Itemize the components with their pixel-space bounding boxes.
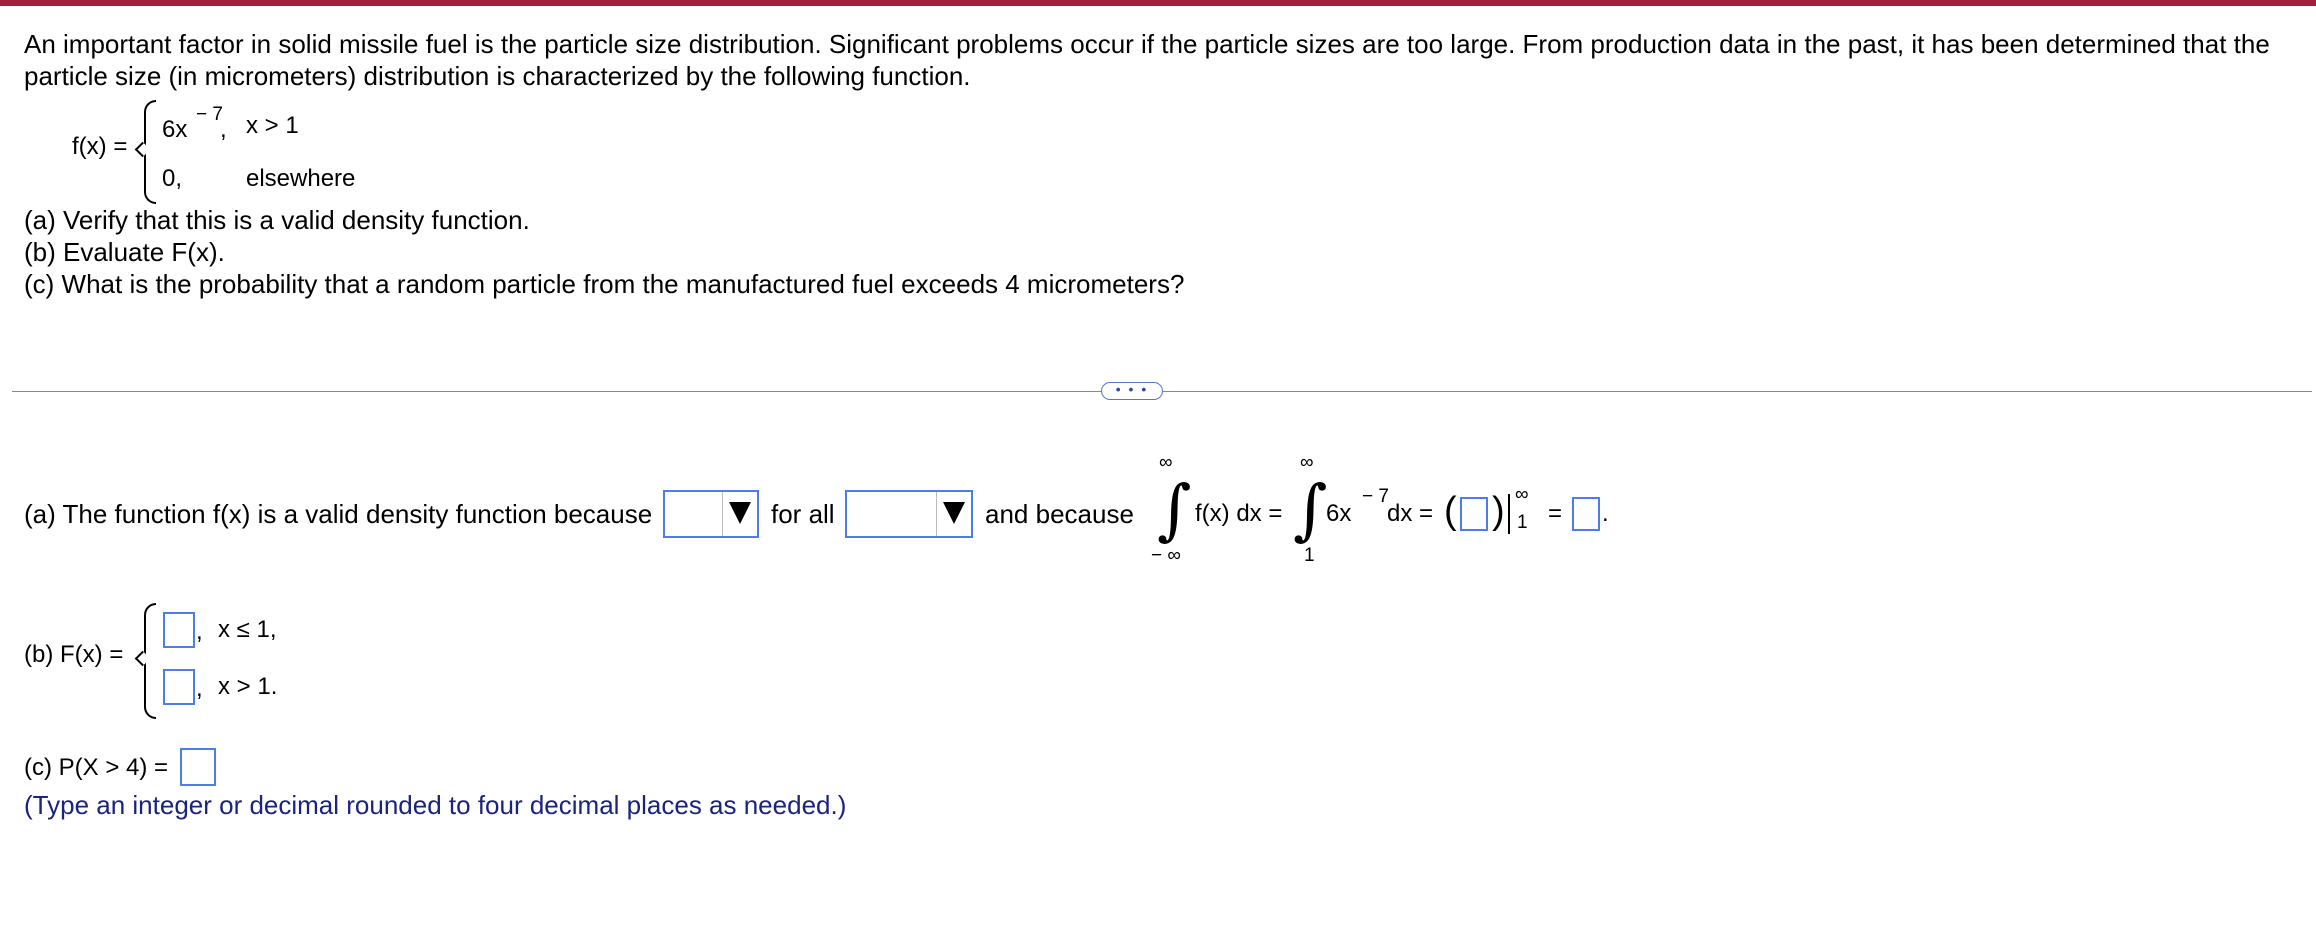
- answer-a-prefix: (a) The function f(x) is a valid density function because: [24, 499, 653, 529]
- cdf-row2-input[interactable]: [163, 669, 195, 705]
- dropdown-arrow-icon: [729, 502, 751, 524]
- dropdown-arrow-icon: [943, 502, 965, 524]
- case1-condition: x > 1: [246, 112, 299, 139]
- dropdown-domain[interactable]: [845, 490, 973, 538]
- case1-comma: ,: [220, 116, 227, 143]
- fx-label: f(x) =: [72, 133, 128, 160]
- answer-b-label: (b) F(x) =: [24, 641, 124, 668]
- dropdown-condition[interactable]: [663, 490, 759, 538]
- problem-intro-line2: particle size (in micrometers) distribution is characterized by the following function.: [24, 61, 971, 91]
- evaluation-bar: [1508, 494, 1510, 534]
- expand-button[interactable]: • • •: [1101, 382, 1163, 400]
- dropdown-separator: [722, 492, 723, 536]
- eval-lower-limit: 1: [1517, 512, 1528, 533]
- int2-integrand: 6x: [1326, 500, 1352, 527]
- probability-input[interactable]: [180, 748, 216, 786]
- cdf-row1-comma: ,: [196, 618, 203, 645]
- int2-exponent: − 7: [1362, 486, 1389, 507]
- part-c-text: (c) What is the probability that a random particle from the manufactured fuel exceeds 4 micrometers?: [24, 269, 1185, 299]
- int2-upper-limit: ∞: [1300, 452, 1314, 473]
- integral-sign-icon: ∫: [1157, 471, 1192, 548]
- integral-value-input[interactable]: [1572, 497, 1600, 531]
- int2-lower-limit: 1: [1304, 545, 1315, 566]
- int1-lower-limit: − ∞: [1151, 545, 1181, 566]
- right-paren: ): [1492, 490, 1505, 532]
- cdf-row2-condition: x > 1.: [218, 673, 278, 700]
- case1-expr: 6x: [162, 116, 188, 143]
- period: .: [1602, 500, 1609, 527]
- dropdown-separator: [936, 492, 937, 536]
- text-and-because: and because: [985, 499, 1134, 529]
- antiderivative-input[interactable]: [1460, 497, 1488, 531]
- eval-upper-limit: ∞: [1515, 484, 1529, 505]
- case1-exponent: − 7: [196, 104, 223, 125]
- answer-hint: (Type an integer or decimal rounded to four decimal places as needed.): [24, 790, 847, 820]
- int1-integrand: f(x) dx =: [1195, 500, 1283, 527]
- int2-dx: dx =: [1387, 500, 1434, 527]
- text-for-all: for all: [771, 499, 835, 529]
- problem-intro-line1: An important factor in solid missile fuel is the particle size distribution. Significant problems occur if the particle sizes are too large. From production data in the past, it has been determined that the: [24, 29, 2270, 59]
- cdf-row1-condition: x ≤ 1,: [218, 616, 277, 643]
- integral-sign-icon: ∫: [1293, 471, 1328, 548]
- equals-sign: =: [1548, 500, 1563, 527]
- answer-c-label: (c) P(X > 4) =: [24, 754, 169, 781]
- cdf-row1-input[interactable]: [163, 612, 195, 648]
- top-accent-bar: [0, 0, 2316, 6]
- int1-upper-limit: ∞: [1159, 452, 1173, 473]
- part-b-text: (b) Evaluate F(x).: [24, 237, 225, 267]
- part-a-text: (a) Verify that this is a valid density function.: [24, 205, 530, 235]
- case2-condition: elsewhere: [246, 165, 356, 192]
- cdf-row2-comma: ,: [196, 675, 203, 702]
- left-paren: (: [1444, 490, 1457, 532]
- case2-expr: 0,: [162, 165, 183, 192]
